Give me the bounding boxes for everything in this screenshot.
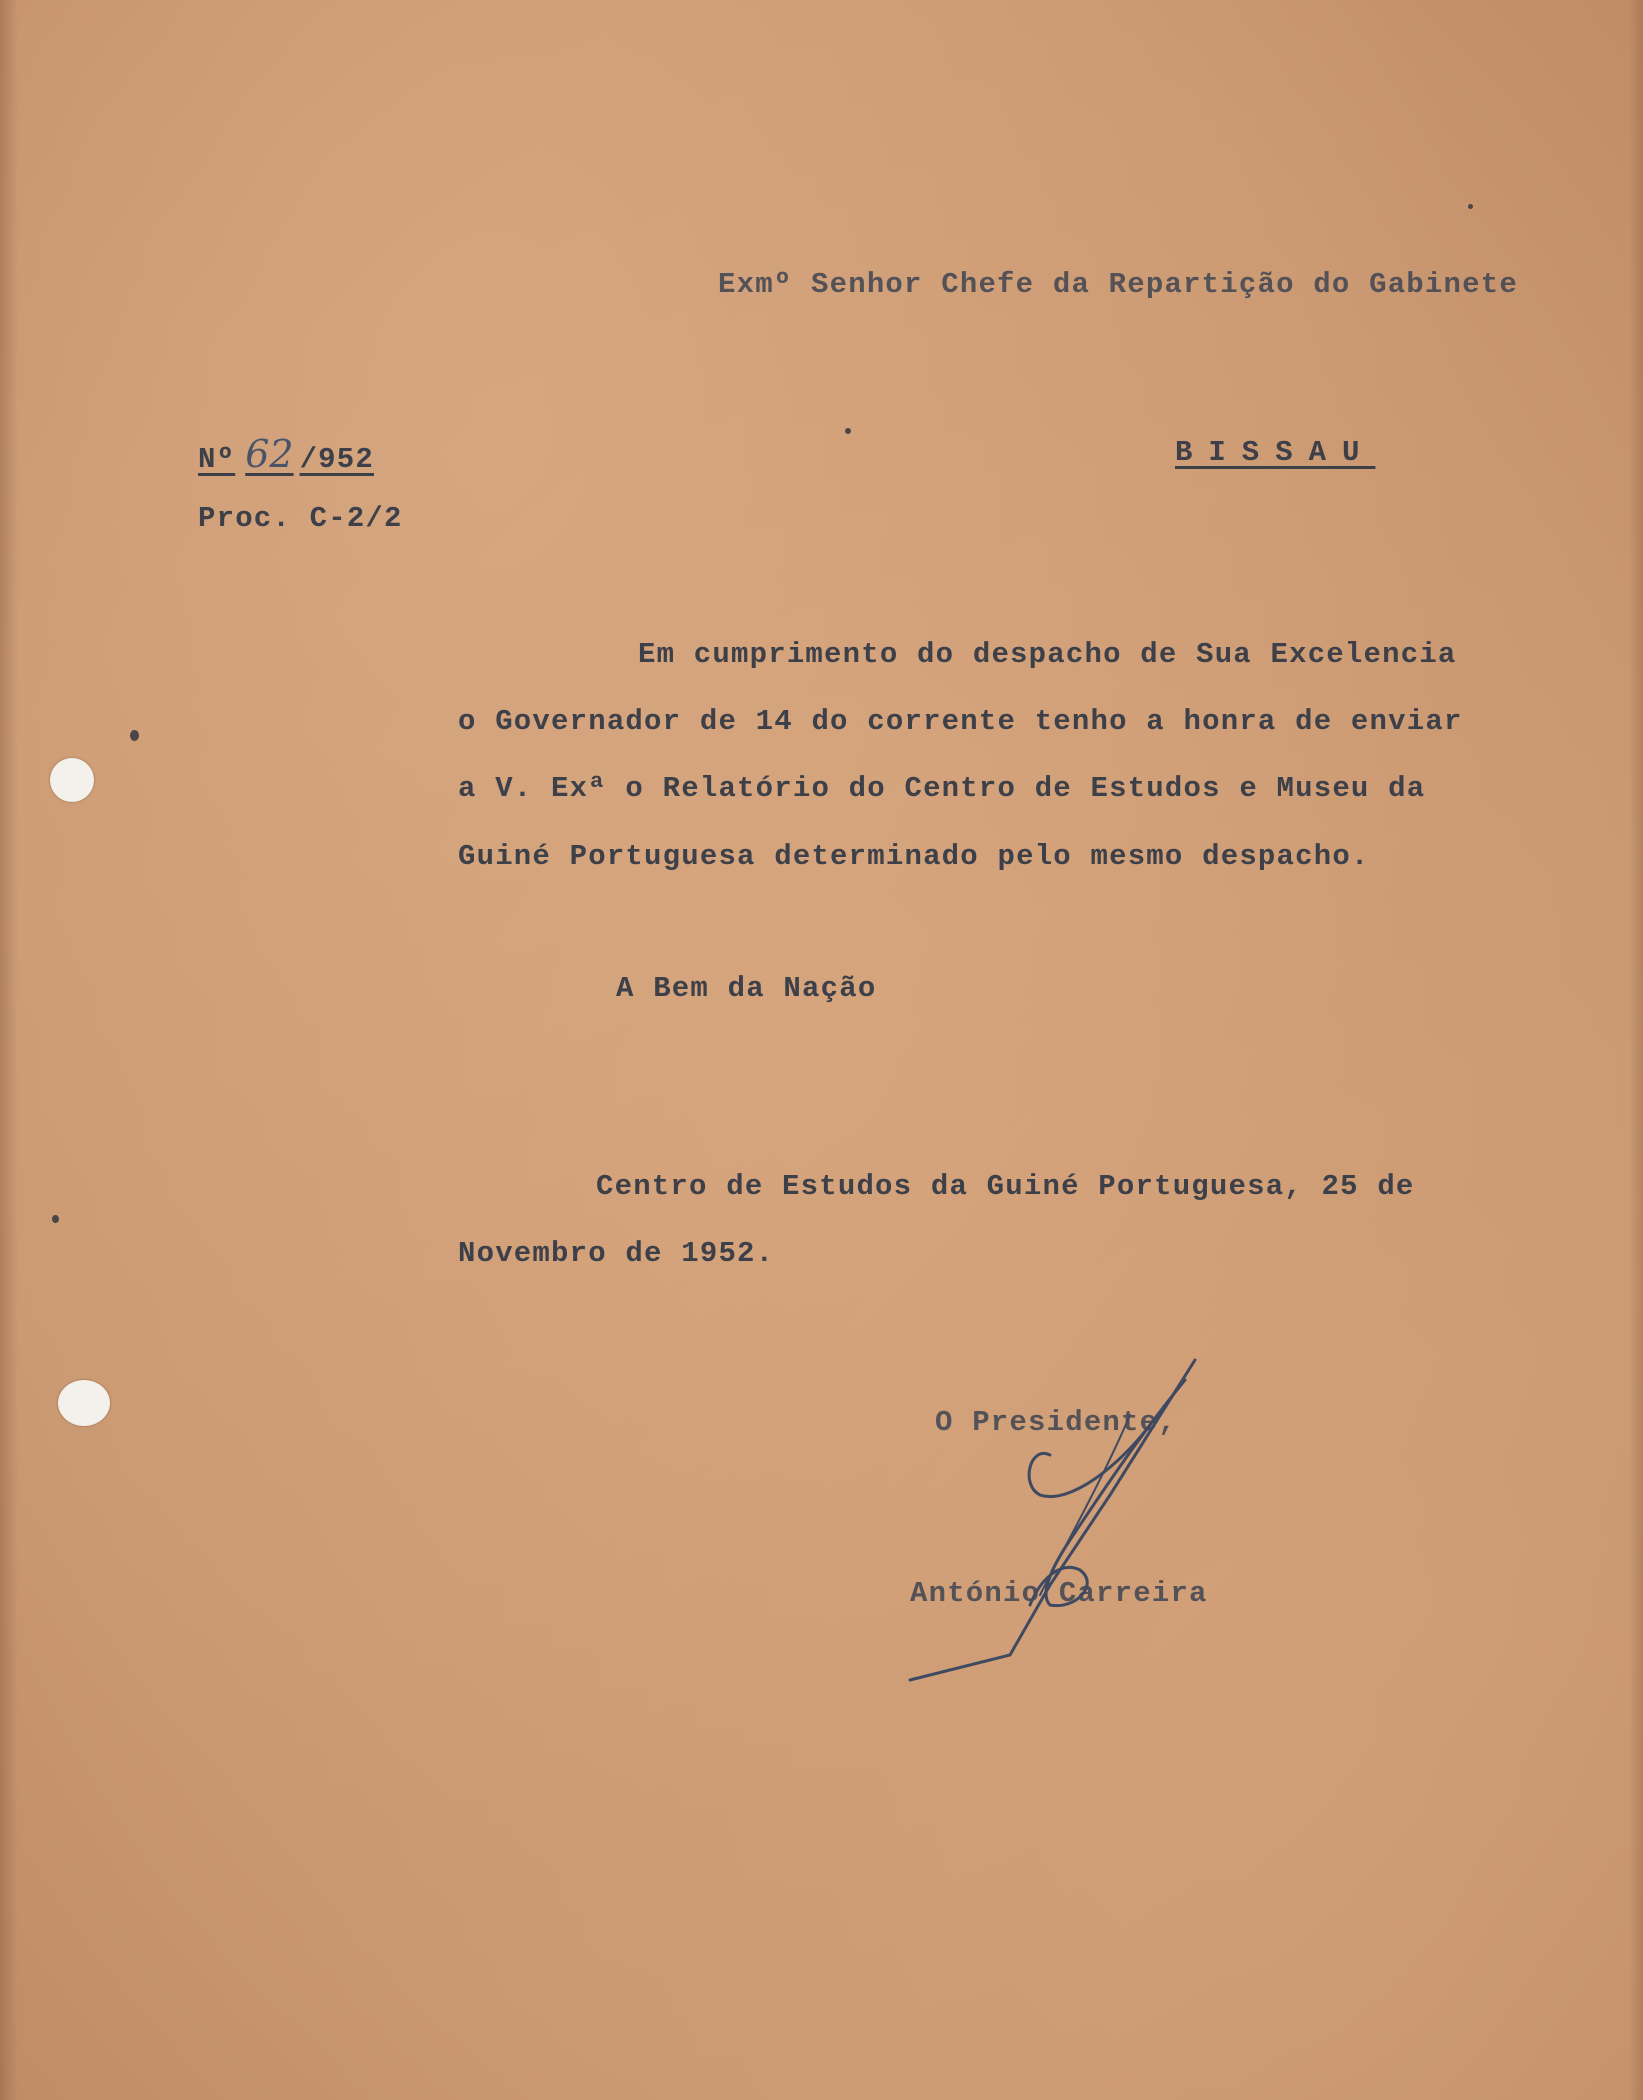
handwritten-signature <box>900 1355 1220 1685</box>
ink-speck <box>1468 204 1473 209</box>
body-line-2: o Governador de 14 do corrente tenho a honra de enviar <box>458 705 1463 738</box>
body-line-4: Guiné Portuguesa determinado pelo mesmo despacho. <box>458 840 1370 873</box>
addressee-line: Exmº Senhor Chefe da Repartição do Gabinete <box>718 268 1518 301</box>
process-reference: Proc. C-2/2 <box>198 502 403 535</box>
place-date-line-1: Centro de Estudos da Guiné Portuguesa, 25 de <box>596 1170 1415 1203</box>
punch-hole-bottom <box>58 1380 110 1426</box>
ink-speck <box>52 1215 59 1223</box>
ink-speck <box>845 428 851 434</box>
paper-edge-left <box>0 0 18 2100</box>
body-line-1: Em cumprimento do despacho de Sua Excelencia <box>638 638 1457 671</box>
ink-speck <box>130 730 139 741</box>
body-line-3: a V. Exª o Relatório do Centro de Estudos e Museu da <box>458 772 1426 805</box>
destination-city: BISSAU <box>1175 436 1376 469</box>
signatory-title: O Presidente, <box>935 1406 1177 1439</box>
document-number <box>198 432 374 476</box>
number-prefix: Nº <box>198 443 236 476</box>
place-date-line-2: Novembro de 1952. <box>458 1237 775 1270</box>
signatory-name: António Carreira <box>910 1577 1208 1610</box>
number-suffix: /952 <box>299 443 374 476</box>
punch-hole-top <box>50 758 94 802</box>
closing-formula: A Bem da Nação <box>616 972 877 1005</box>
handwritten-number: 62 <box>245 432 294 476</box>
paper-edge-right <box>1629 0 1643 2100</box>
